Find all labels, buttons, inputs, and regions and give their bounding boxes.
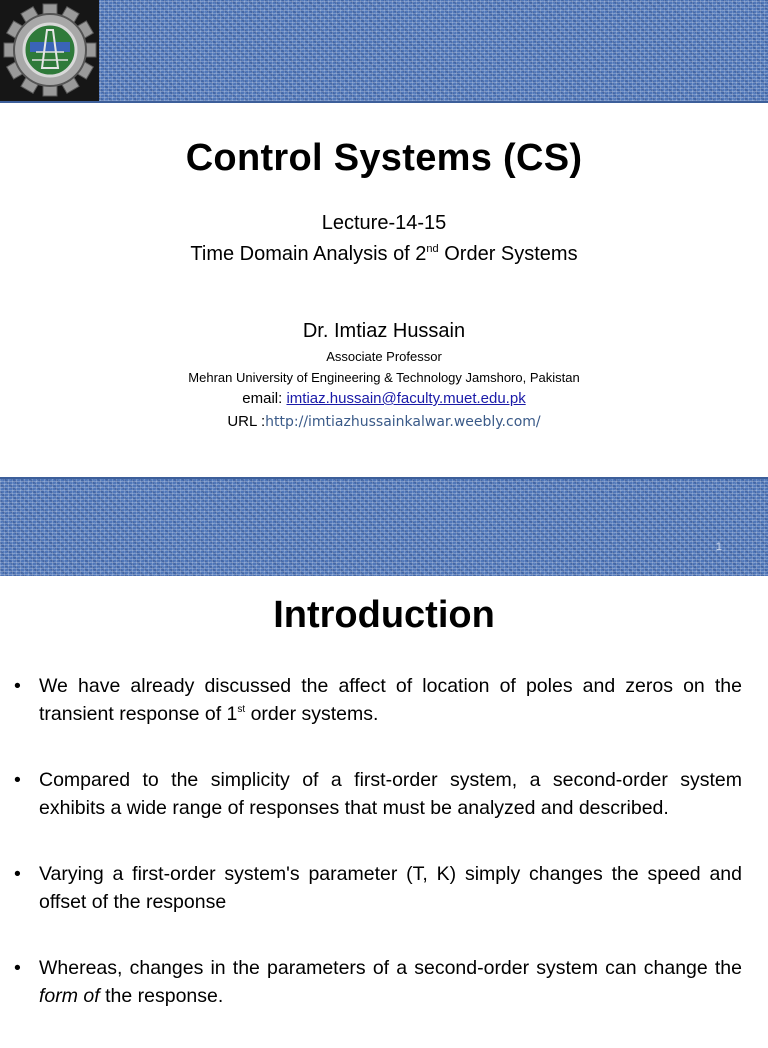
bullet-dot: • <box>14 863 21 885</box>
introduction-title: Introduction <box>273 594 495 636</box>
bottom-decorative-band <box>0 477 768 576</box>
email-link[interactable]: imtiaz.hussain@faculty.muet.edu.pk <box>286 390 526 407</box>
bullet-list <box>14 672 742 1048</box>
bullet-superscript: st <box>237 704 246 715</box>
lecture-number: Lecture-14-15 <box>321 212 447 234</box>
university-logo-icon <box>0 0 99 101</box>
url-link[interactable]: http://imtiazhussainkalwar.weebly.com/ <box>265 414 541 430</box>
bullet-dot: • <box>14 769 21 791</box>
lecture-subtitle <box>0 243 768 266</box>
top-decorative-band <box>0 0 768 103</box>
url-line <box>0 413 768 430</box>
subtitle-superscript: nd <box>426 243 439 255</box>
email-label: email: <box>242 390 287 407</box>
email-line <box>0 390 768 407</box>
subtitle-text: Time Domain Analysis of 2 <box>190 243 427 265</box>
page-number: 1 <box>715 541 722 553</box>
bullet-dot: • <box>14 957 21 979</box>
bullet-text: Whereas, changes in the parameters of a second-order system can change the <box>39 957 742 979</box>
slide-title: Control Systems (CS) <box>185 137 583 179</box>
bullet-text: Varying a first-order system's parameter (T, K) simply changes the speed and offset of the response <box>39 863 742 913</box>
subtitle-end: Order Systems <box>438 243 578 265</box>
bullet-italic-text: form of <box>39 985 100 1007</box>
bullet-item <box>14 766 742 822</box>
url-label: URL : <box>227 413 266 430</box>
author-name: Dr. Imtiaz Hussain <box>302 320 466 342</box>
author-position: Associate Professor <box>326 349 442 364</box>
bullet-text: We have already discussed the affect of location of poles and zeros on the transient response of 1 <box>39 675 742 725</box>
bullet-text-end: the response. <box>99 985 224 1007</box>
bullet-item <box>14 672 742 728</box>
bullet-item <box>14 954 742 1010</box>
bullet-text: Compared to the simplicity of a first-order system, a second-order system exhibits a wide range of responses that must be analyzed and described. <box>39 769 742 819</box>
bullet-dot: • <box>14 675 21 697</box>
author-affiliation: Mehran University of Engineering & Technology Jamshoro, Pakistan <box>188 370 580 385</box>
bullet-item <box>14 860 742 916</box>
bullet-text-end: order systems. <box>245 703 379 725</box>
